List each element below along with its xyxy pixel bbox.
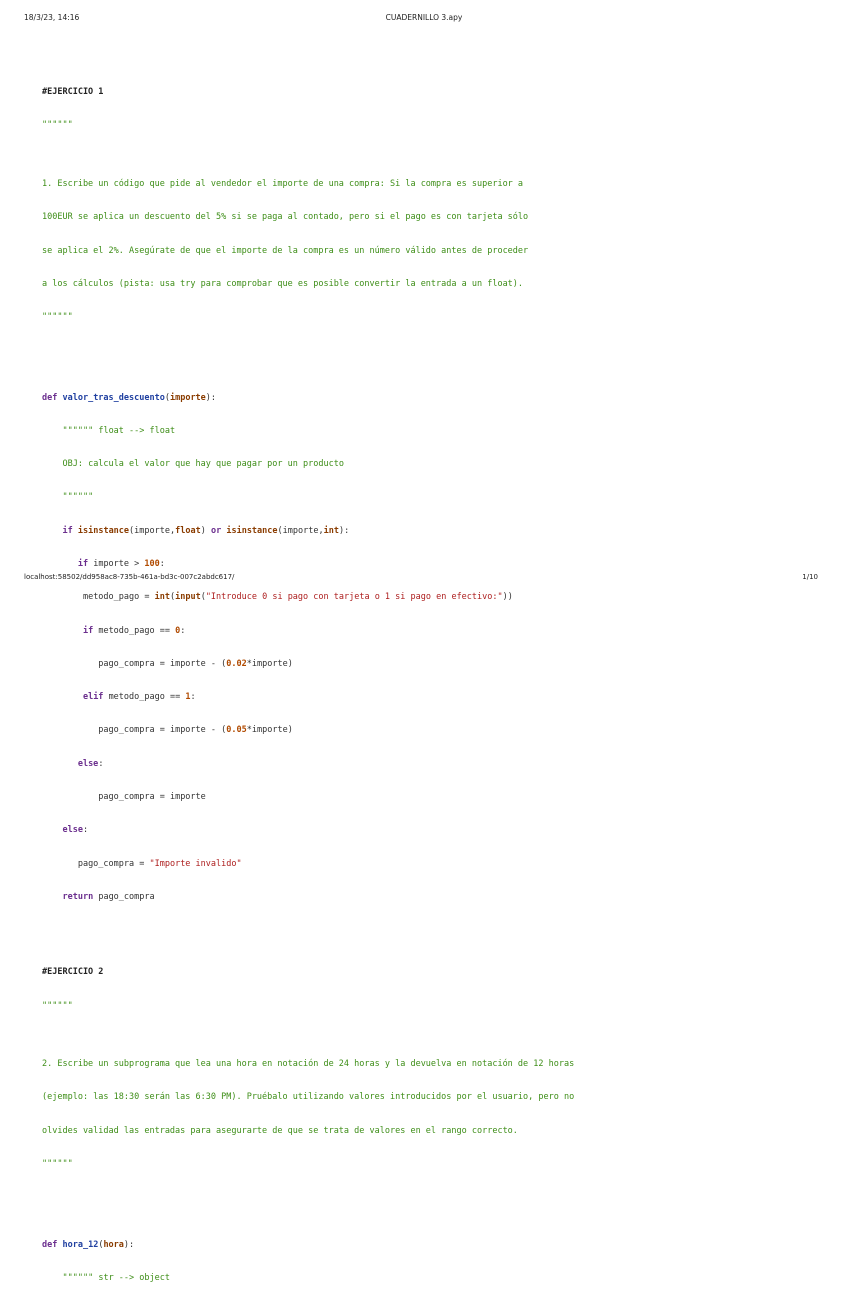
code-token: 1 [185,692,191,703]
docstring-open: """""" [42,120,73,131]
code-line-doc-1 [42,426,842,437]
code-token: elif [82,692,104,703]
exercise-2-heading: #EJERCICIO 2 [42,967,104,978]
code-token: if [62,525,73,536]
code-token [42,154,842,157]
code-token: hora [103,1239,124,1250]
exercise-1-text-line: se aplica el 2%. Asegúrate de que el importe de la compra es un número válido antes de proceder [42,245,529,256]
code-token [42,345,842,359]
code-token: metodo_pago [98,625,155,636]
code-token: importe [169,792,206,802]
code-line-doc-2 [42,459,842,470]
code-token: if [77,559,89,570]
code-token: ( [98,1239,104,1250]
code-line-doc-hora [42,1273,842,1284]
code-token: importe [169,725,206,736]
code-token: importe [169,392,206,403]
exercise-1-heading: #EJERCICIO 1 [42,87,104,98]
exercise-2-text-line: olvides validad las entradas para asegurarte de que se trata de valores en el rango correcto. [42,1125,518,1136]
code-token: metodo_pago [82,592,140,603]
code-token: ): [123,1239,135,1250]
code-token: """""" [62,492,94,503]
docstring-open: """""" [42,1000,73,1011]
code-line-def-1 [42,393,842,404]
code-token: else [77,758,99,769]
code-listing [42,65,842,1295]
code-line-if-metodo: if metodo_pago == 0: [82,625,186,636]
code-token: "Importe invalido" [149,858,242,869]
code-token: valor_tras_descuento [62,392,165,403]
page-number: 1/10 [802,573,818,581]
code-line-doc-3 [42,492,842,503]
code-token: """""" [62,425,94,436]
code-token [42,1034,842,1037]
code-token: if [82,625,94,636]
docstring-close: """""" [42,1159,73,1169]
code-token: 0 [175,625,181,636]
code-token: importe [251,725,288,736]
exercise-2-text-line: 2. Escribe un subprograma que lea una hora en notación de 24 horas y la devuelva en notación de 12 horas [42,1059,575,1070]
code-token: 0.05 [226,725,247,736]
code-token: pago_compra [98,658,155,669]
code-token: def [42,392,58,403]
code-token: pago_compra [77,858,135,869]
code-token: str --> object [98,1272,170,1283]
code-token: isinstance [226,525,278,536]
code-line-input: metodo_pago = int(input("Introduce 0 si pago con tarjeta o 1 si pago en efectivo:")) [82,592,513,603]
code-token: OBJ: calcula el valor que hay que pagar por un producto [62,459,344,470]
code-token: importe [251,658,288,669]
exercise-1-text-line: 1. Escribe un código que pide al vendedor el importe de una compra: Si la compra es superior a [42,178,524,189]
code-token: float --> float [98,425,176,436]
code-token: """""" [62,1272,94,1283]
code-token: importe [93,559,130,570]
code-token: "Introduce 0 si pago con tarjeta o 1 si pago en efectivo:" [205,592,503,603]
docstring-close: """""" [42,312,73,323]
print-datetime: 18/3/23, 14:16 [24,13,80,22]
exercise-2-text-line: (ejemplo: las 18:30 serán las 6:30 PM). Pruébalo utilizando valores introducidos por el usuario, pero no [42,1092,575,1103]
code-token: importe [169,658,206,669]
code-line-if-100: if importe > 100: [77,559,165,570]
code-token: ): [205,392,217,403]
code-line-else-outer: else: [62,825,89,836]
exercise-1-text-line: a los cálculos (pista: usa try para comprobar que es posible convertir la entrada a un float). [42,278,524,289]
page-url: localhost:58502/dd958ac8-735b-461a-bd3c-007c2abdc617/ [24,573,235,581]
code-line-def-2 [42,1240,842,1251]
code-token: metodo_pago [108,692,165,703]
code-token: importe [282,525,319,536]
code-token: input [175,592,201,603]
document-title: CUADERNILLO 3.apy [385,13,463,22]
code-token: float [175,525,201,536]
code-line-invalid: pago_compra = "Importe invalido" [77,858,242,869]
code-token [42,925,842,934]
code-token: pago_compra [98,891,155,902]
code-line-return [42,892,842,903]
code-token: isinstance [77,525,130,536]
code-token: else [62,825,83,836]
code-token: 100 [144,559,160,570]
code-token: def [42,1239,58,1250]
code-token: return [62,891,94,902]
code-token: importe [134,525,170,536]
code-line-pago-005: pago_compra = importe - (0.05*importe) [98,725,293,736]
code-token: hora_12 [62,1239,99,1250]
exercise-1-text-line: 100EUR se aplica un descuento del 5% si se paga al contado, pero si el pago es con tarjeta sólo [42,212,529,223]
code-line-if-isinstance: if isinstance(importe,float) or isinstance(importe,int): [62,525,350,536]
code-token: int [323,525,339,536]
code-token: ( [164,392,170,403]
code-token: pago_compra [98,725,155,736]
code-token: or [210,525,222,536]
code-line-pago-importe: pago_compra = importe [98,792,206,802]
code-line-elif: elif metodo_pago == 1: [82,692,196,703]
code-line-else-inner: else: [77,758,104,769]
code-line-pago-002: pago_compra = importe - (0.02*importe) [98,658,293,669]
code-token: pago_compra [98,792,155,802]
code-token: 0.02 [226,658,247,669]
code-token [42,1192,842,1206]
code-token: int [154,592,170,603]
